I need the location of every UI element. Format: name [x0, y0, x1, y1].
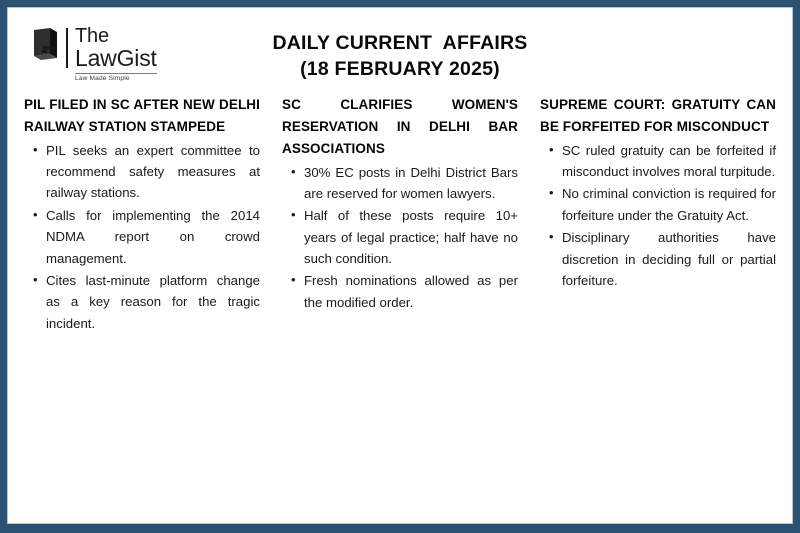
list-item: • Cites last-minute platform change as a key reason for the tragic incident.: [46, 270, 260, 334]
list-item: • Half of these posts require 10+ years of legal practice; half have no such condition.: [304, 205, 518, 269]
column-2-bullets: [282, 162, 518, 314]
news-column-2: [282, 94, 518, 314]
brand-wordmark: [75, 26, 157, 83]
law-book-icon: [30, 26, 62, 62]
column-3-heading: SUPREME COURT: GRATUITY CAN BE FORFEITED FOR MISCONDUCT: [540, 97, 776, 134]
poster-header: [22, 8, 778, 86]
column-3-bullets: [540, 140, 776, 292]
brand-tagline: Law Made Simple: [75, 73, 157, 83]
column-1-heading: PIL FILED IN SC AFTER NEW DELHI RAILWAY STATION STAMPEDE: [24, 97, 260, 134]
list-item: • Calls for implementing the 2014 NDMA report on crowd management.: [46, 205, 260, 269]
list-item: • PIL seeks an expert committee to recommend safety measures at railway stations.: [46, 140, 260, 204]
brand-line-2: LawGist: [75, 45, 157, 71]
list-item: • 30% EC posts in Delhi District Bars are reserved for women lawyers.: [304, 162, 518, 205]
list-item: • Fresh nominations allowed as per the modified order.: [304, 270, 518, 313]
brand-logo: [30, 26, 157, 83]
brand-divider: [66, 28, 68, 68]
poster-page: [7, 7, 793, 524]
list-item: • SC ruled gratuity can be forfeited if misconduct involves moral turpitude.: [562, 140, 776, 183]
list-item: • No criminal conviction is required for forfeiture under the Gratuity Act.: [562, 183, 776, 226]
column-2-heading: SC CLARIFIES WOMEN'S RESERVATION IN DELHI BAR ASSOCIATIONS: [282, 97, 518, 156]
title-line-1: DAILY CURRENT AFFAIRS: [272, 32, 528, 54]
column-1-bullets: [24, 140, 260, 334]
news-columns: [22, 86, 778, 523]
brand-line-1: The: [75, 25, 109, 47]
news-column-1: [24, 94, 260, 335]
list-item: • Disciplinary authorities have discretion in deciding full or partial forfeiture.: [562, 227, 776, 291]
news-column-3: [540, 94, 776, 292]
title-line-2: (18 FEBRUARY 2025): [300, 58, 500, 81]
